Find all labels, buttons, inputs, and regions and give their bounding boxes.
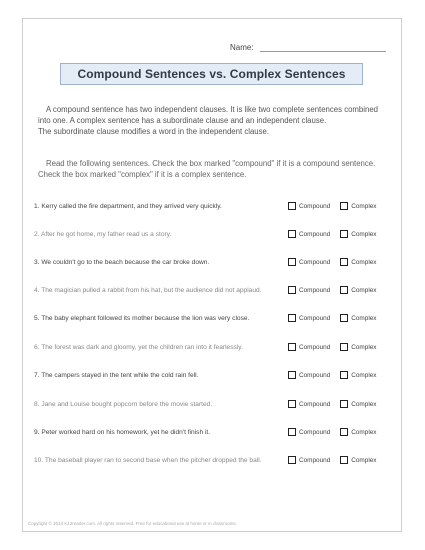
compound-label: Compound	[299, 456, 331, 464]
complex-checkbox[interactable]	[340, 258, 348, 266]
question-text: 1. Kerry called the fire department, and they arrived very quickly.	[34, 202, 222, 210]
complex-checkbox[interactable]	[340, 286, 348, 294]
complex-option[interactable]	[340, 314, 376, 322]
compound-label: Compound	[299, 230, 331, 238]
compound-option[interactable]	[288, 202, 330, 210]
complex-option[interactable]	[340, 286, 376, 294]
complex-option[interactable]	[340, 258, 376, 266]
question-text: 10. The baseball player ran to second base when the pitcher dropped the ball.	[34, 456, 262, 464]
compound-label: Compound	[299, 202, 331, 210]
compound-option[interactable]	[288, 343, 330, 351]
question-row	[34, 200, 394, 212]
intro-line: into one. A complex sentence has a subordinate clause and an independent clause.	[38, 116, 327, 125]
question-row	[34, 398, 394, 410]
compound-checkbox[interactable]	[288, 428, 296, 436]
compound-checkbox[interactable]	[288, 286, 296, 294]
complex-option[interactable]	[340, 343, 376, 351]
question-row	[34, 228, 394, 240]
compound-checkbox[interactable]	[288, 202, 296, 210]
compound-option[interactable]	[288, 230, 330, 238]
question-text: 9. Peter worked hard on his homework, yet he didn't finish it.	[34, 428, 211, 436]
complex-checkbox[interactable]	[340, 230, 348, 238]
complex-label: Complex	[351, 371, 377, 379]
complex-option[interactable]	[340, 202, 376, 210]
complex-option[interactable]	[340, 371, 376, 379]
question-row	[34, 426, 394, 438]
compound-option[interactable]	[288, 400, 330, 408]
complex-checkbox[interactable]	[340, 400, 348, 408]
question-row	[34, 369, 394, 381]
compound-checkbox[interactable]	[288, 314, 296, 322]
complex-checkbox[interactable]	[340, 428, 348, 436]
compound-label: Compound	[299, 400, 331, 408]
intro-line: A compound sentence has two independent clauses. It is like two complete sentences combined	[46, 105, 378, 114]
compound-label: Compound	[299, 428, 331, 436]
complex-label: Complex	[351, 343, 377, 351]
complex-label: Complex	[351, 400, 377, 408]
complex-label: Complex	[351, 230, 377, 238]
compound-option[interactable]	[288, 258, 330, 266]
complex-label: Complex	[351, 428, 377, 436]
complex-checkbox[interactable]	[340, 456, 348, 464]
complex-option[interactable]	[340, 428, 376, 436]
question-row	[34, 312, 394, 324]
complex-checkbox[interactable]	[340, 202, 348, 210]
complex-option[interactable]	[340, 230, 376, 238]
compound-checkbox[interactable]	[288, 258, 296, 266]
compound-checkbox[interactable]	[288, 371, 296, 379]
compound-option[interactable]	[288, 314, 330, 322]
question-text: 7. The campers stayed in the tent while the cold rain fell.	[34, 371, 199, 379]
complex-checkbox[interactable]	[340, 343, 348, 351]
question-row	[34, 256, 394, 268]
question-text: 4. The magician pulled a rabbit from his hat, but the audience did not applaud.	[34, 286, 262, 294]
intro-line: The subordinate clause modifies a word in the independent clause.	[38, 127, 270, 136]
compound-option[interactable]	[288, 456, 330, 464]
complex-checkbox[interactable]	[340, 314, 348, 322]
question-text: 6. The forest was dark and gloomy, yet the children ran into it fearlessly.	[34, 343, 243, 351]
complex-label: Complex	[351, 456, 377, 464]
complex-checkbox[interactable]	[340, 371, 348, 379]
compound-checkbox[interactable]	[288, 456, 296, 464]
compound-option[interactable]	[288, 428, 330, 436]
name-label: Name:	[230, 43, 254, 52]
question-row	[34, 284, 394, 296]
complex-option[interactable]	[340, 456, 376, 464]
compound-option[interactable]	[288, 371, 330, 379]
compound-checkbox[interactable]	[288, 400, 296, 408]
compound-checkbox[interactable]	[288, 343, 296, 351]
complex-label: Complex	[351, 286, 377, 294]
question-text: 2. After he got home, my father read us a story.	[34, 230, 172, 238]
instruction-line: Check the box marked "complex" if it is a complex sentence.	[38, 170, 247, 179]
instruction-line: Read the following sentences. Check the box marked "compound" if it is a compound sentence.	[46, 159, 376, 168]
question-text: 5. The baby elephant followed its mother because the lion was very close.	[34, 314, 250, 322]
complex-option[interactable]	[340, 400, 376, 408]
question-text: 8. Jane and Louise bought popcorn before the movie started.	[34, 400, 213, 408]
copyright-footer: Copyright © 2014 K12reader.com. All rights reserved. Free for educational use at home or in classrooms.	[28, 521, 237, 526]
compound-option[interactable]	[288, 286, 330, 294]
compound-label: Compound	[299, 371, 331, 379]
question-row	[34, 454, 394, 466]
complex-label: Complex	[351, 258, 377, 266]
question-row	[34, 341, 394, 353]
worksheet-title: Compound Sentences vs. Complex Sentences	[77, 67, 346, 81]
compound-label: Compound	[299, 343, 331, 351]
compound-label: Compound	[299, 314, 331, 322]
complex-label: Complex	[351, 314, 377, 322]
compound-label: Compound	[299, 258, 331, 266]
question-text: 3. We couldn't go to the beach because the car broke down.	[34, 258, 210, 266]
complex-label: Complex	[351, 202, 377, 210]
compound-label: Compound	[299, 286, 331, 294]
compound-checkbox[interactable]	[288, 230, 296, 238]
